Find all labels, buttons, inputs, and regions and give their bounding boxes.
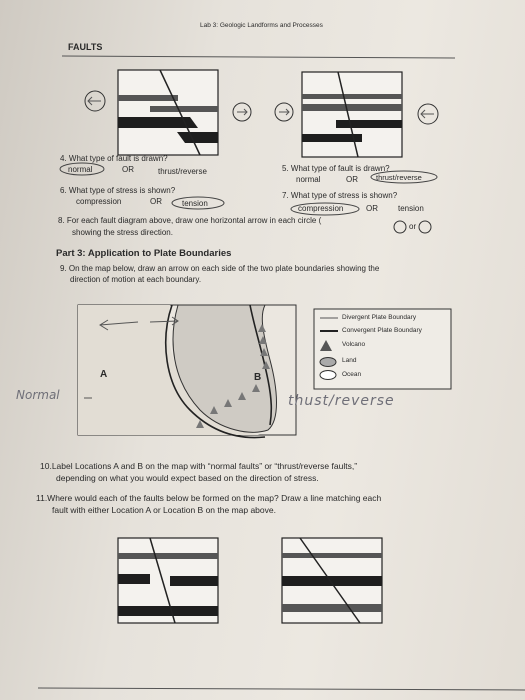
- map-label-a: A: [100, 369, 108, 380]
- plate-map: [78, 305, 296, 438]
- handwritten-normal: Normal: [16, 388, 60, 402]
- legend-divergent: Divergent Plate Boundary: [342, 314, 417, 321]
- q9-line1: 9. On the map below, draw an arrow on each side of the two plate boundaries showing the: [60, 264, 380, 273]
- q4-opt-normal[interactable]: normal: [68, 165, 93, 174]
- q5-opt-thrust[interactable]: thrust/reverse: [376, 173, 422, 182]
- q4-prompt: 4. What type of fault is drawn?: [60, 154, 168, 163]
- q5-prompt: 5. What type of fault is drawn?: [282, 164, 390, 173]
- q11-line2: fault with either Location A or Location B on the map above.: [52, 505, 276, 515]
- q7-prompt: 7. What type of stress is shown?: [282, 191, 398, 200]
- q8-line2: showing the stress direction.: [72, 228, 173, 237]
- lab-header: Lab 3: Geologic Landforms and Processes: [200, 22, 323, 29]
- section-title: FAULTS: [68, 42, 103, 52]
- q5-opt-normal[interactable]: normal: [296, 175, 321, 184]
- fault-diagram-4: [282, 538, 382, 623]
- q7-or: OR: [366, 204, 378, 213]
- q8-or: or: [409, 222, 417, 231]
- q7-opt-tension[interactable]: tension: [398, 204, 424, 213]
- q6-or: OR: [150, 197, 162, 206]
- fault-diagram-2: [275, 72, 438, 157]
- section-rule: [62, 56, 455, 58]
- fault-diagram-3: [118, 538, 218, 623]
- q11-line1: 11.Where would each of the faults below be formed on the map? Draw a line matching each: [36, 493, 382, 503]
- legend-volcano: Volcano: [342, 341, 366, 348]
- q5-or: OR: [346, 175, 358, 184]
- q7-opt-compression[interactable]: compression: [298, 204, 344, 213]
- q10-line2: depending on what you would expect based on the direction of stress.: [56, 473, 319, 483]
- q6-opt-compression[interactable]: compression: [76, 197, 122, 206]
- q6-prompt: 6. What type of stress is shown?: [60, 186, 176, 195]
- handwritten-thrust-reverse: thust/reverse: [288, 393, 395, 409]
- map-label-b: B: [254, 372, 262, 383]
- q9-line2: direction of motion at each boundary.: [70, 275, 202, 284]
- map-legend: [314, 309, 451, 389]
- fault-diagram-1: [118, 70, 218, 155]
- hand-arrow-left: [88, 97, 101, 105]
- legend-ocean: Ocean: [342, 371, 362, 378]
- part3-title: Part 3: Application to Plate Boundaries: [56, 248, 232, 259]
- q10-line1: 10.Label Locations A and B on the map with “normal faults” or “thrust/reverse faults,”: [40, 461, 358, 471]
- q6-opt-tension[interactable]: tension: [182, 199, 208, 208]
- legend-land: Land: [342, 357, 357, 364]
- hand-arrow-right: [237, 109, 247, 115]
- q8-line1: 8. For each fault diagram above, draw one horizontal arrow in each circle (: [58, 216, 322, 225]
- q4-opt-thrust[interactable]: thrust/reverse: [158, 167, 207, 176]
- q4-or: OR: [122, 165, 134, 174]
- legend-convergent: Convergent Plate Boundary: [342, 327, 422, 334]
